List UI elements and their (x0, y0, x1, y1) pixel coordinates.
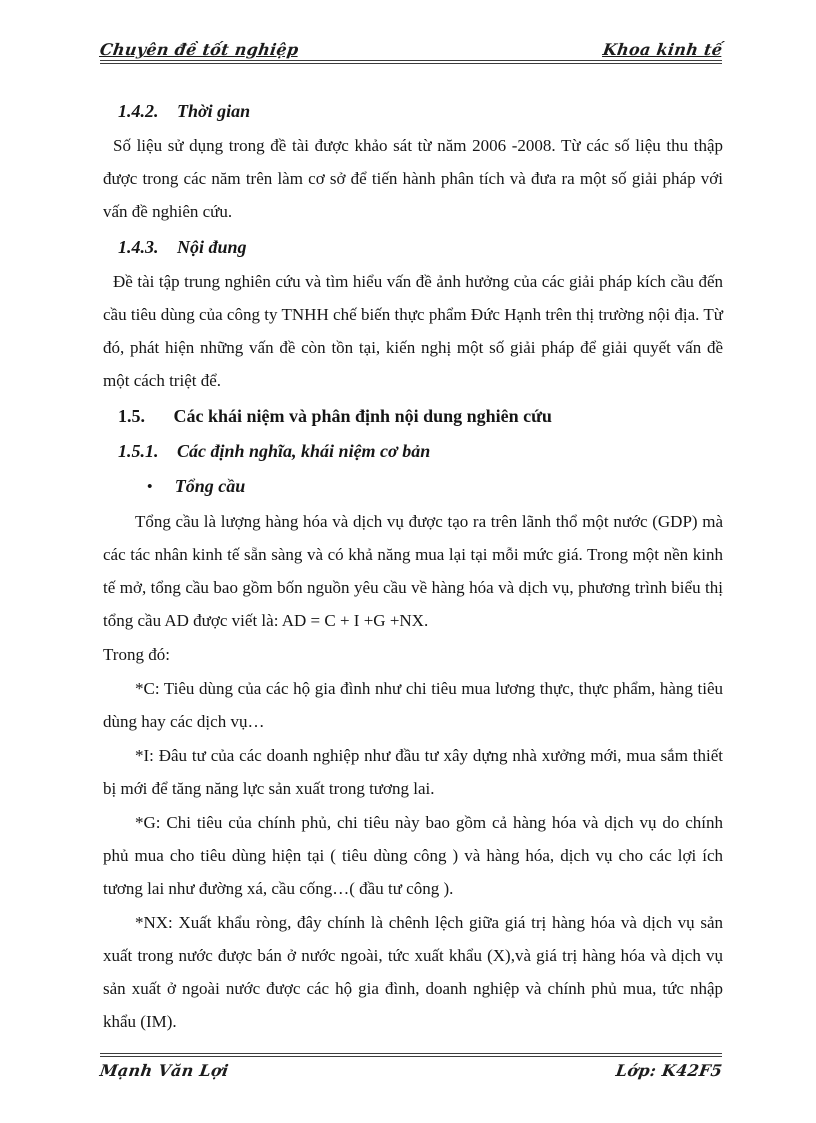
heading-1-4-2-number: 1.4.2. (118, 101, 159, 121)
paragraph-c-tieu-dung: *C: Tiêu dùng của các hộ gia đình như chi tiêu mua lương thực, thực phẩm, hàng tiêu dùng hay các dịch vụ… (103, 679, 723, 731)
heading-1-5-1 (103, 435, 723, 467)
paragraph-thoi-gian: Số liệu sử dụng trong đề tài được khảo sát từ năm 2006 -2008. Từ các số liệu thu thập được trong các năm trên làm cơ sở để tiến hành phân tích và đưa ra một số giải pháp với vấn đề nghiên cứu. (103, 136, 723, 221)
footer-author-name: Mạnh Văn Lợi (98, 1061, 230, 1080)
heading-1-5-title: Các khái niệm và phân định nội dung nghiên cứu (173, 406, 552, 426)
bullet-item-tong-cau (103, 470, 723, 503)
heading-1-5-number: 1.5. (118, 406, 145, 426)
document-body (103, 92, 723, 1039)
paragraph-tong-cau: Tổng cầu là lượng hàng hóa và dịch vụ được tạo ra trên lãnh thổ một nước (GDP) mà các tác nhân kinh tế sẵn sàng và có khả năng mua lại tại mỗi mức giá. Trong một nền kinh tế mở, tổng cầu bao gồm bốn nguồn yêu cầu về hàng hóa và dịch vụ, phương trình biểu thị tổng cầu AD được viết là: AD = C + I +G +NX. (103, 512, 723, 630)
bullet-icon: • (147, 479, 153, 495)
heading-1-5-1-title: Các định nghĩa, khái niệm cơ bản (177, 441, 431, 461)
heading-1-4-2-title: Thời gian (177, 101, 251, 121)
paragraph-noi-dung: Đề tài tập trung nghiên cứu và tìm hiểu vấn đề ảnh hưởng của các giải pháp kích cầu đến cầu tiêu dùng của công ty TNHH chế biến thực phẩm Đức Hạnh trên thị trường nội địa. Từ đó, phát hiện những vấn đề còn tồn tại, kiến nghị một số giải pháp để giải quyết vấn đề một cách triệt để. (103, 272, 723, 390)
heading-1-4-3-title: Nội đung (177, 237, 247, 257)
paragraph-i-dau-tu: *I: Đâu tư của các doanh nghiệp như đầu tư xây dựng nhà xưởng mới, mua sắm thiết bị mới để tăng năng lực sản xuất trong tương lai. (103, 746, 723, 798)
paragraph-trong-do: Trong đó: (103, 645, 170, 664)
paragraph-g-chi-tieu: *G: Chi tiêu của chính phủ, chi tiêu này bao gồm cả hàng hóa và dịch vụ do chính phủ mua cho tiêu dùng hiện tại ( tiêu dùng công ) và hàng hóa, dịch vụ cho các lợi ích tương lai như đường xá, cầu cống…( đầu tư công ). (103, 813, 723, 898)
header-right-text: Khoa kinh tế (601, 40, 724, 59)
page-footer (100, 1053, 722, 1080)
heading-1-4-2 (103, 95, 723, 127)
heading-1-4-3-number: 1.4.3. (118, 237, 159, 257)
heading-1-5 (103, 400, 723, 432)
footer-class-label: Lớp: K42F5 (614, 1061, 724, 1080)
header-left-text: Chuyên đề tốt nghiệp (98, 40, 300, 59)
paragraph-nx-xuat-khau: *NX: Xuất khẩu ròng, đây chính là chênh lệch giữa giá trị hàng hóa và dịch vụ sản xuất trong nước được bán ở nước ngoài, tức xuất khẩu (X),và giá trị hàng hóa và dịch vụ sản xuất ở ngoài nước được các hộ gia đình, doanh nghiệp và chính phủ mua, tức nhập khẩu (IM). (103, 913, 723, 1031)
bullet-label: Tổng cầu (174, 476, 246, 496)
heading-1-4-3 (103, 231, 723, 263)
heading-1-5-1-number: 1.5.1. (118, 441, 159, 461)
page-header (100, 40, 722, 64)
